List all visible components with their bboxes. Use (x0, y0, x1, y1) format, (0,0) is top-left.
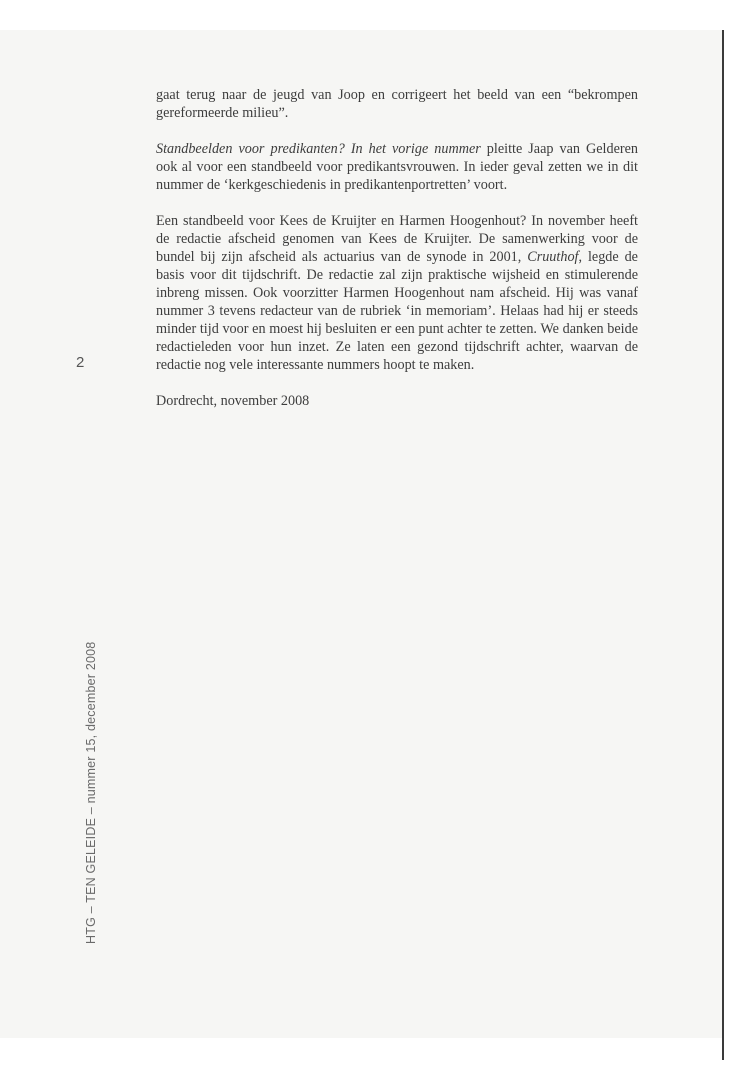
paragraph-statues-text: pleitte Jaap van Gelderen ook al voor een standbeeld voor predikantsvrouwen. In ieder geval zetten we in dit nummer de ‘kerkgeschiedenis in predikantenportretten’ voort. (156, 141, 638, 193)
paragraph-farewell (156, 212, 638, 374)
article-body (156, 86, 638, 428)
paragraph-farewell-text-b: , legde de basis voor dit tijdschrift. De redactie zal zijn praktische wijsheid en stimulerende inbreng missen. Ook voorzitter Harmen Hoogenhout nam afscheid. Hij was vanaf nummer 3 tevens redacteur van de rubriek ‘in memoriam’. Helaas had hij er steeds minder tijd voor en moest hij besluiten er een punt achter te zetten. We danken beide redactieleden voor hun inzet. Ze laten een gezond tijdschrift achter, waarvan de redactie nog vele interessante nummers hoopt te maken. (156, 249, 638, 373)
running-title: HTG – TEN GELEIDE – nummer 15, december 2008 (84, 641, 98, 944)
paragraph-intro-text: gaat terug naar de jeugd van Joop en corrigeert het beeld van een “bekrompen gereformeerde milieu”. (156, 87, 638, 121)
page-edge-line (722, 30, 724, 1060)
paragraph-statues-italic: Standbeelden voor predikanten? In het vorige nummer (156, 141, 481, 157)
sign-off (156, 392, 638, 410)
paragraph-intro (156, 86, 638, 122)
paragraph-statues (156, 140, 638, 194)
paragraph-farewell-text-a: Een standbeeld voor Kees de Kruijter en Harmen Hoogenhout? In november heeft de redactie afscheid genomen van Kees de Kruijter. De samenwerking voor de bundel bij zijn afscheid als actuarius van de synode in 2001, (156, 213, 638, 265)
book-title-cruuthof: Cruuthof (527, 249, 579, 265)
sign-off-text: Dordrecht, november 2008 (156, 393, 310, 409)
page-number: 2 (76, 354, 85, 371)
